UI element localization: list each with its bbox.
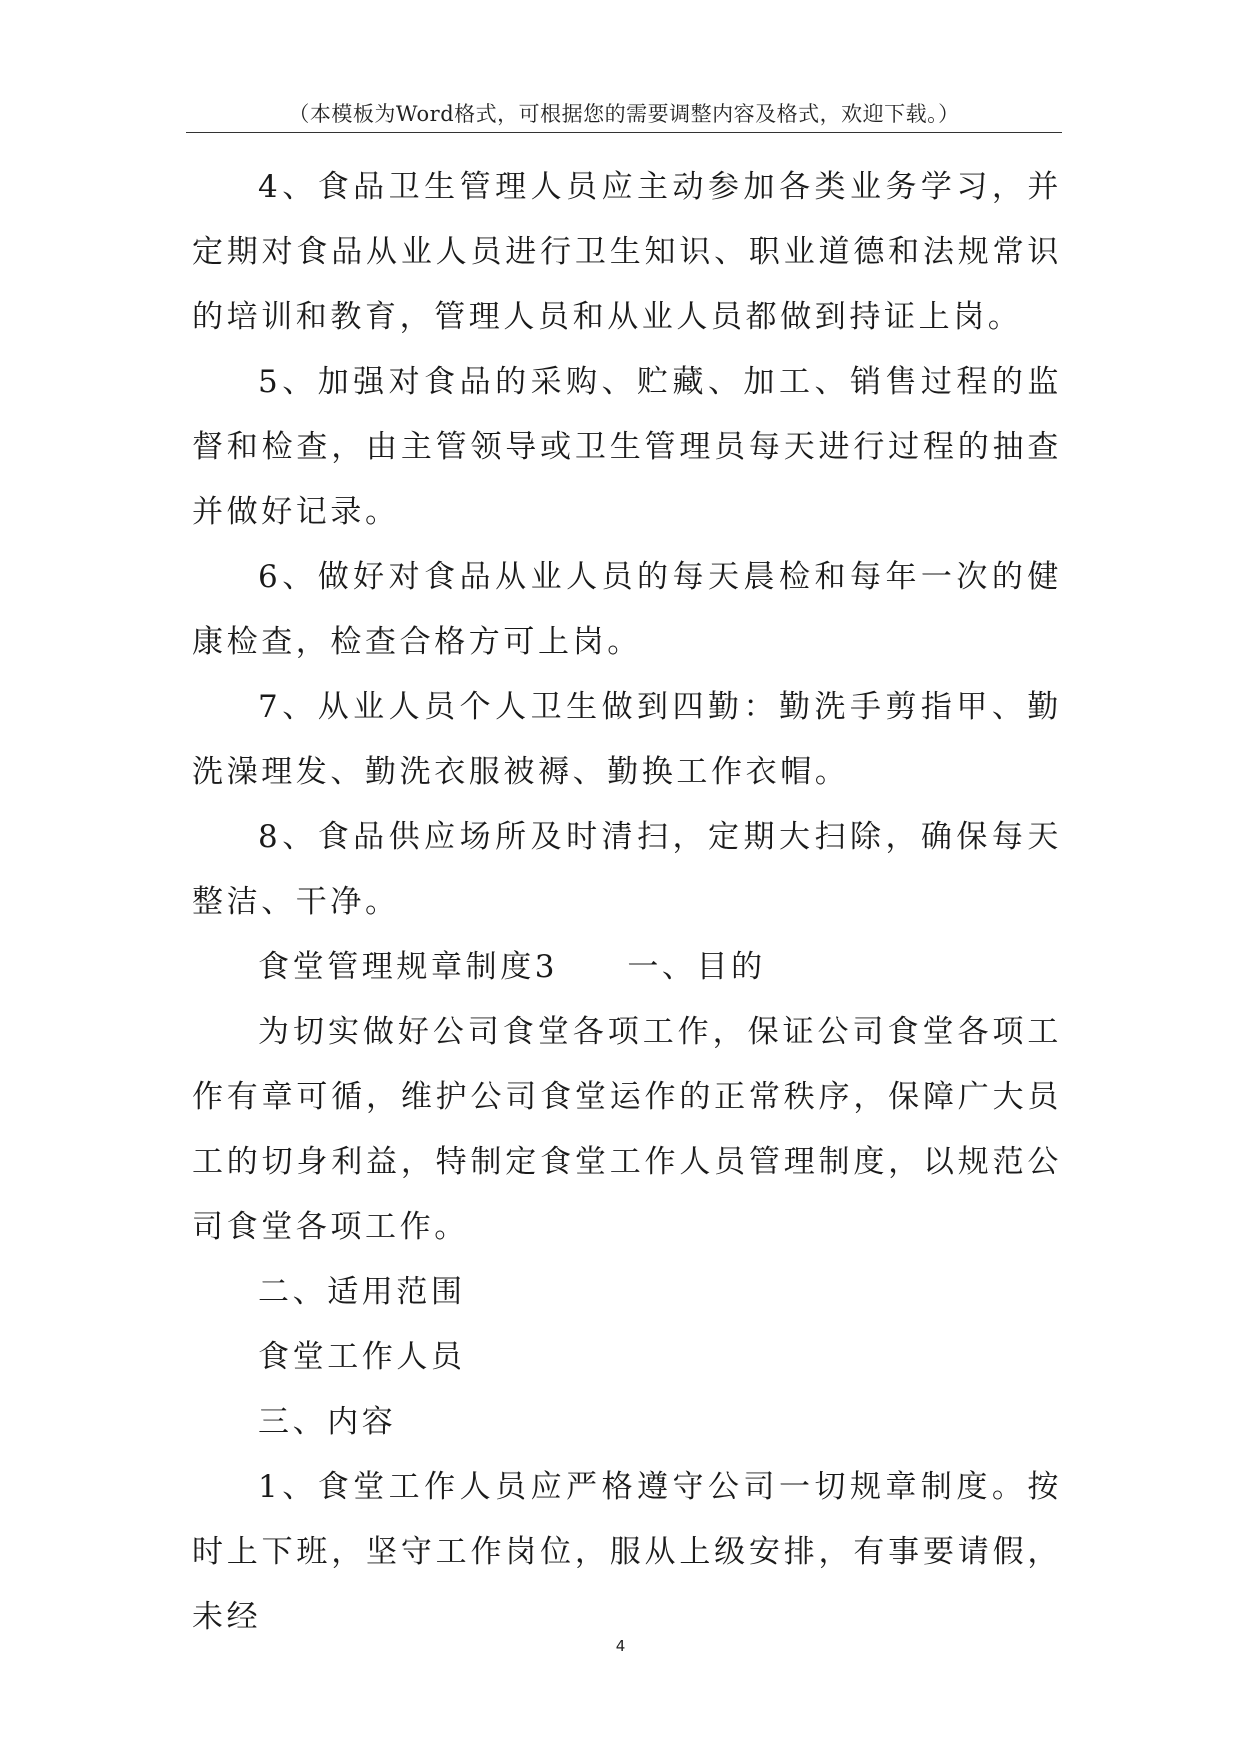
paragraph-item-5: 5、加强对食品的采购、贮藏、加工、销售过程的监督和检查，由主管领导或卫生管理员每天进行过程的抽查并做好记录。 [192, 364, 1062, 530]
paragraph-item-7: 7、从业人员个人卫生做到四勤：勤洗手剪指甲、勤洗澡理发、勤洗衣服被褥、勤换工作衣帽。 [192, 689, 1062, 790]
paragraph-content-1: 1、食堂工作人员应严格遵守公司一切规章制度。按时上下班，坚守工作岗位，服从上级安排，有事要请假，未经 [192, 1469, 1062, 1635]
section-heading-purpose: 食堂管理规章制度3 一、目的 [258, 949, 766, 985]
header-note: （本模板为Word格式，可根据您的需要调整内容及格式，欢迎下载。） [288, 102, 960, 126]
paragraph-purpose: 为切实做好公司食堂各项工作，保证公司食堂各项工作有章可循，维护公司食堂运作的正常秩序，保障广大员工的切身利益，特制定食堂工作人员管理制度，以规范公司食堂各项工作。 [192, 1014, 1062, 1245]
paragraph-item-6: 6、做好对食品从业人员的每天晨检和每年一次的健康检查，检查合格方可上岗。 [192, 559, 1062, 660]
paragraph-item-8: 8、食品供应场所及时清扫，定期大扫除，确保每天整洁、干净。 [192, 819, 1062, 920]
document-body [192, 155, 1062, 1650]
page-number: 4 [615, 1637, 626, 1655]
paragraph-item-4: 4、食品卫生管理人员应主动参加各类业务学习，并定期对食品从业人员进行卫生知识、职业道德和法规常识的培训和教育，管理人员和从业人员都做到持证上岗。 [192, 169, 1062, 335]
section-heading-content: 三、内容 [258, 1404, 397, 1440]
paragraph-scope: 食堂工作人员 [258, 1339, 466, 1375]
header-divider [186, 132, 1062, 133]
section-heading-scope: 二、适用范围 [258, 1274, 466, 1310]
